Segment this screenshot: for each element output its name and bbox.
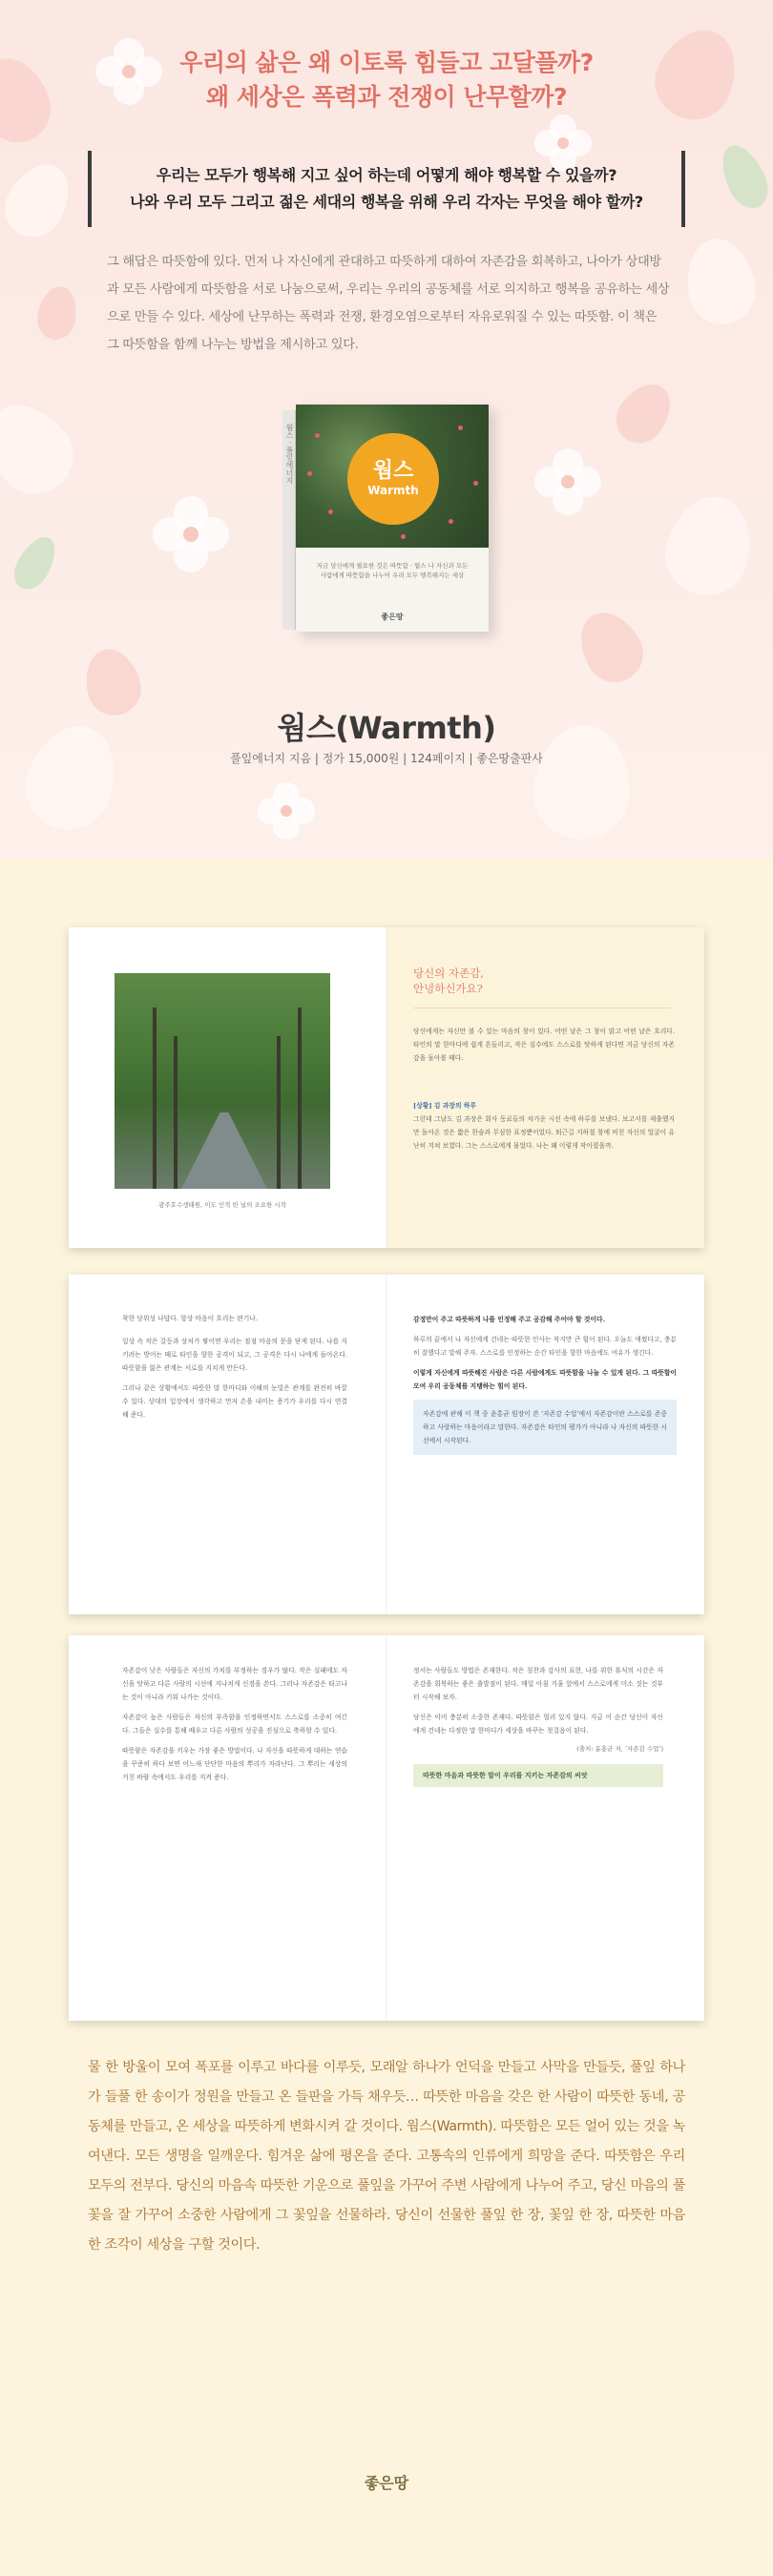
left-page-paragraph: 그러나 같은 상황에서도 따뜻한 말 한마디와 이해의 눈빛은 관계를 완전히 바꿀 수 있다. 상대의 입장에서 생각하고 먼저 손을 내미는 용기가 우리를 다시 연결해 준다.: [122, 1384, 347, 1419]
petal-decoration: [33, 283, 80, 343]
leaf-decoration: [713, 138, 773, 215]
tree-road-photo: [115, 973, 330, 1189]
highlight-box: 따뜻한 마음과 따뜻한 말이 우리를 지키는 자존감의 씨앗: [413, 1764, 663, 1787]
headline-line-1: 우리의 삶은 왜 이토록 힘들고 고달플까?: [179, 49, 594, 76]
left-page-paragraph: 자존감이 낮은 사람들은 자신의 가치를 부정하는 경우가 많다. 작은 실패에도 자신을 탓하고 다른 사람의 시선에 지나치게 신경을 쓴다. 그러나 자존감은 타고나는 것이 아니라 키워 나가는 것이다.: [122, 1667, 347, 1701]
petal-decoration: [0, 153, 82, 247]
spread-2: [69, 1275, 704, 1614]
left-page-header: 착한 당위성 나답다. 항상 마음이 흐리는 편기나.: [122, 1315, 259, 1322]
spread-1-left-page: [69, 927, 386, 1248]
photo-caption: 광주호수생태원, 이도 인적 빈 널의 조요한 시작: [158, 1201, 286, 1209]
right-page-paragraph: 당신은 이미 충분히 소중한 존재다. 따뜻함은 멀리 있지 않다. 지금 이 순간 당신이 자신에게 건네는 다정한 말 한마디가 세상을 바꾸는 첫걸음이 된다.: [413, 1714, 663, 1735]
flower-decoration: [258, 782, 315, 840]
chapter-title-line-2: 안녕하신가요?: [413, 982, 483, 995]
book-cover-title: 웜스: [372, 459, 414, 483]
question-line-2: 나와 우리 모두 그리고 젊은 세대의 행복을 위해 우리 각자는 무엇을 해야 할까?: [130, 193, 643, 211]
book-cover-blurb: 지금 당신에게 필요한 것은 따뜻함 · 웜스 나 자신과 모든 사람에게 따뜻함을 나누어 우리 모두 행복해지는 세상: [316, 562, 469, 579]
spread-1: [69, 927, 704, 1248]
spread-3: [69, 1635, 704, 2021]
left-page-paragraph: 자존감이 높은 사람들은 자신의 부족함을 인정하면서도 스스로를 소중히 여긴다. 그들은 실수를 통해 배우고 다른 사람의 성공을 진심으로 축하할 수 있다.: [122, 1714, 347, 1735]
book-name: 웜스(Warmth): [277, 710, 496, 746]
source-citation: (출처: 윤홍균 저, ‘자존감 수업’): [576, 1745, 663, 1753]
flower-decoration: [534, 448, 601, 515]
spread-2-right-page: [386, 1275, 704, 1614]
chapter-title-line-1: 당신의 자존감,: [413, 966, 484, 980]
petal-decoration: [607, 374, 682, 453]
book-cover-photo: [296, 405, 489, 548]
leaf-decoration: [7, 530, 63, 596]
petal-decoration: [657, 488, 762, 605]
book-cover-subtitle: Warmth: [367, 484, 419, 497]
situation-tag: [상황] 김 과장의 하루: [413, 1102, 477, 1110]
spread-1-right-page: [386, 927, 704, 1248]
right-page-emphasis: 이렇게 자신에게 따뜻해진 사람은 다른 사람에게도 따뜻함을 나눌 수 있게 된다. 그 따뜻함이 모여 우리 공동체를 지탱하는 힘이 된다.: [413, 1369, 677, 1390]
chapter-title: [413, 966, 484, 996]
info-box-text: 자존감에 관해 이 책 중 윤홍균 원장이 쓴 ‘자존감 수업’에서 자존감이란 스스로를 존중하고 사랑하는 마음이라고 말한다. 자존감은 타인의 평가가 아니라 나 자신의 따뜻한 시선에서 시작된다.: [423, 1410, 667, 1444]
headline: [0, 46, 773, 115]
book-spine-text: 웜스 · 풀잎에너지: [285, 424, 294, 485]
publisher-logo: 좋은땅: [364, 2474, 409, 2492]
situation-body: 그런데 그날도 김 과장은 회사 동료들의 차가운 시선 속에 하루를 보냈다. 보고서를 제출했지만 돌아온 것은 짧은 한숨과 무심한 표정뿐이었다. 퇴근길 지하철 창에 비친 자신의 얼굴이 유난히 지쳐 보였다. 그는 스스로에게 물었다. 나는 왜 이렇게 작아졌을까.: [413, 1115, 675, 1150]
headline-line-2: 왜 세상은 폭력과 전쟁이 난무할까?: [206, 83, 567, 112]
right-page-intro: 감정만이 주고 따뜻하게 나를 인정해 주고 공감해 주어야 할 것이다.: [413, 1316, 605, 1323]
right-page-paragraph: 하루의 끝에서 나 자신에게 건네는 따뜻한 인사는 작지만 큰 힘이 된다. 오늘도 애썼다고, 충분히 잘했다고 말해 주자. 스스로를 인정하는 순간 타인을 향한 마음에도 여유가 생긴다.: [413, 1336, 677, 1357]
spread-3-left-page: [69, 1635, 386, 2021]
closing-paragraph: 물 한 방울이 모여 폭포를 이루고 바다를 이루듯, 모래알 하나가 언덕을 만들고 사막을 만들듯, 풀잎 하나가 들풀 한 송이가 정원을 만들고 온 들판을 가득 채우듯… 따뜻한 마음을 갖은 한 사람이 따뜻한 동네, 공동체를 만들고, 온 세상을 따뜻하게 변화시켜 갈 것이다. 웜스(Warmth). 따뜻함은 모든 얼어 있는 것을 녹여낸다. 모든 생명을 일깨운다. 힘겨운 삶에 평온을 준다. 고통속의 인류에게 희망을 준다. 따뜻함은 우리 모두의 전부다. 당신의 마음속 따뜻한 기운으로 풀잎을 가꾸어 주변 사람에게 나누어 주고, 당신 마음의 풀꽃을 잘 가꾸어 소중한 사람에게 그 꽃잎을 선물하라. 당신이 선물한 풀잎 한 장, 꽃잎 한 장, 따뜻한 마음 한 조각이 세상을 구할 것이다.: [88, 2060, 685, 2253]
intro-paragraph: 그 해답은 따뜻함에 있다. 먼저 나 자신에게 관대하고 따뜻하게 대하여 자존감을 회복하고, 나아가 상대방과 모든 사람에게 따뜻함을 서로 나눔으로써, 우리는 우리의 공동체를 서로 의지하고 행복을 공유하는 세상으로 만들 수 있다. 세상에 난무하는 폭력과 전쟁, 환경오염으로부터 자유로워질 수 있는 따뜻함. 이 책은 그 따뜻함을 함께 나누는 방법을 제시하고 있다.: [107, 255, 670, 352]
flower-decoration: [153, 496, 229, 572]
petal-decoration: [568, 601, 654, 693]
chapter-body: 당신에게는 자신만 볼 수 있는 마음의 창이 있다. 어떤 날은 그 창이 맑고 어떤 날은 흐리다. 타인의 말 한마디에 쉽게 흔들리고, 작은 실수에도 스스로를 탓하게 된다면 지금 당신의 자존감을 돌아볼 때다.: [413, 1028, 675, 1062]
hero-section: [0, 0, 773, 859]
petal-decoration: [680, 234, 762, 330]
situation-block: [413, 1099, 675, 1153]
book-meta: 풀잎에너지 지음 | 정가 15,000원 | 124페이지 | 좋은땅출판사: [230, 752, 543, 765]
right-page-paragraph: 정서는 사람들도 방법은 존재한다. 작은 칭찬과 감사의 표현, 나를 위한 휴식의 시간은 자존감을 회복하는 좋은 출발점이 된다. 매일 아침 거울 앞에서 스스로에게 미소 짓는 것부터 시작해 보자.: [413, 1667, 663, 1701]
question-box: [88, 151, 685, 227]
spread-2-left-page: [69, 1275, 386, 1614]
petal-decoration: [0, 387, 89, 509]
left-page-paragraph: 따뜻함은 자존감을 키우는 가장 좋은 방법이다. 나 자신을 따뜻하게 대하는 연습을 꾸준히 하다 보면 어느새 단단한 마음의 뿌리가 자라난다. 그 뿌리는 세상의 거친 바람 속에서도 우리를 지켜 준다.: [122, 1747, 347, 1781]
book-cover-title-badge: [347, 433, 439, 525]
spread-3-right-page: [386, 1635, 704, 2021]
info-box: [413, 1400, 677, 1455]
book-spine: [282, 410, 296, 630]
book-cover-publisher: 좋은땅: [381, 613, 404, 621]
book-front-cover: [296, 405, 489, 632]
book-cover-image: [282, 405, 491, 634]
left-page-paragraph: 일상 속 작은 갈등과 상처가 쌓이면 우리는 점점 마음의 문을 닫게 된다. 나를 지키려는 방어는 때로 타인을 향한 공격이 되고, 그 공격은 다시 나에게 돌아온다. 따뜻함을 잃은 관계는 서로를 지치게 만든다.: [122, 1338, 347, 1372]
question-line-1: 우리는 모두가 행복해 지고 싶어 하는데 어떻게 해야 행복할 수 있을까?: [156, 166, 617, 184]
